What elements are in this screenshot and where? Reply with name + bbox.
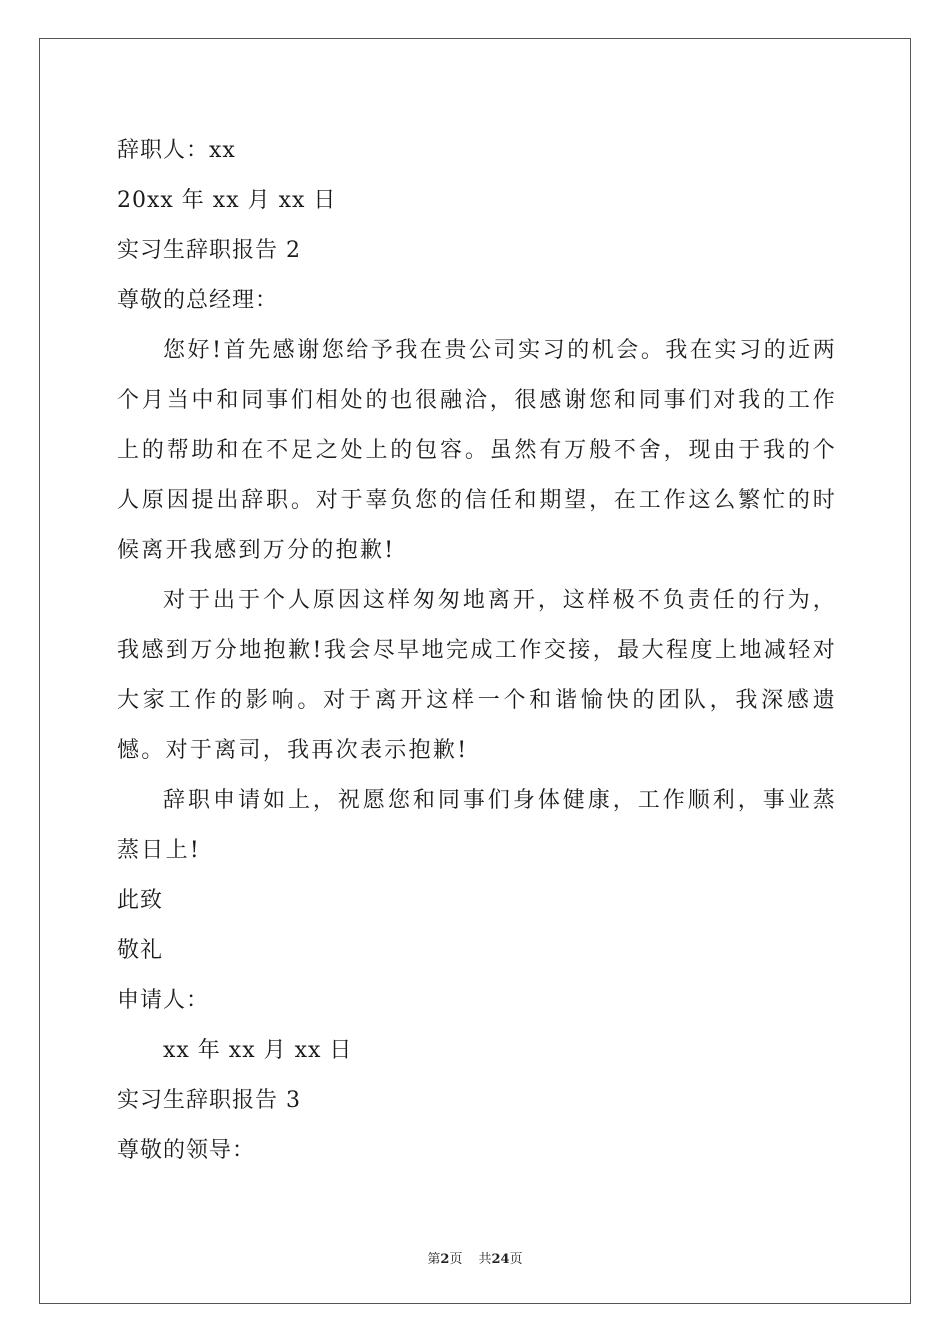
total-pages: 24 (491, 1252, 510, 1267)
footer-total-prefix: 共 (478, 1252, 492, 1267)
body-paragraph: 对于出于个人原因这样匆匆地离开，这样极不负责任的行为，我感到万分地抱歉!我会尽早地完成工作交接，最大程度上地减轻对大家工作的影响。对于离开这样一个和谐愉快的团队，我深感遗憾。对于离司，我再次表示抱歉! (117, 588, 837, 763)
closing-ci-zhi: 此致 (117, 888, 164, 913)
page-number: 2 (440, 1252, 450, 1267)
applicant-line: 申请人： (117, 988, 210, 1013)
date-line: 20xx 年 xx 月 xx 日 (117, 188, 337, 213)
body-paragraph: 辞职申请如上，祝愿您和同事们身体健康，工作顺利，事业蒸蒸日上! (117, 788, 837, 863)
signature-date: xx 年 xx 月 xx 日 (163, 1038, 353, 1063)
next-report-title: 实习生辞职报告 3 (117, 1088, 301, 1113)
footer-prefix: 第 (427, 1252, 441, 1267)
footer-total-suffix: 页 (509, 1252, 523, 1267)
salutation: 尊敬的总经理： (117, 288, 279, 313)
page-footer (0, 1248, 950, 1267)
report-title: 实习生辞职报告 2 (117, 238, 301, 263)
next-salutation: 尊敬的领导： (117, 1138, 256, 1163)
document-body (117, 126, 837, 1176)
closing-jing-li: 敬礼 (117, 938, 164, 963)
footer-page-suffix: 页 (449, 1252, 463, 1267)
body-paragraph: 您好!首先感谢您给予我在贵公司实习的机会。我在实习的近两个月当中和同事们相处的也很融洽，很感谢您和同事们对我的工作上的帮助和在不足之处上的包容。虽然有万般不舍，现由于我的个人原因提出辞职。对于辜负您的信任和期望，在工作这么繁忙的时候离开我感到万分的抱歉! (117, 338, 837, 563)
resigner-line: 辞职人：xx (117, 138, 236, 163)
